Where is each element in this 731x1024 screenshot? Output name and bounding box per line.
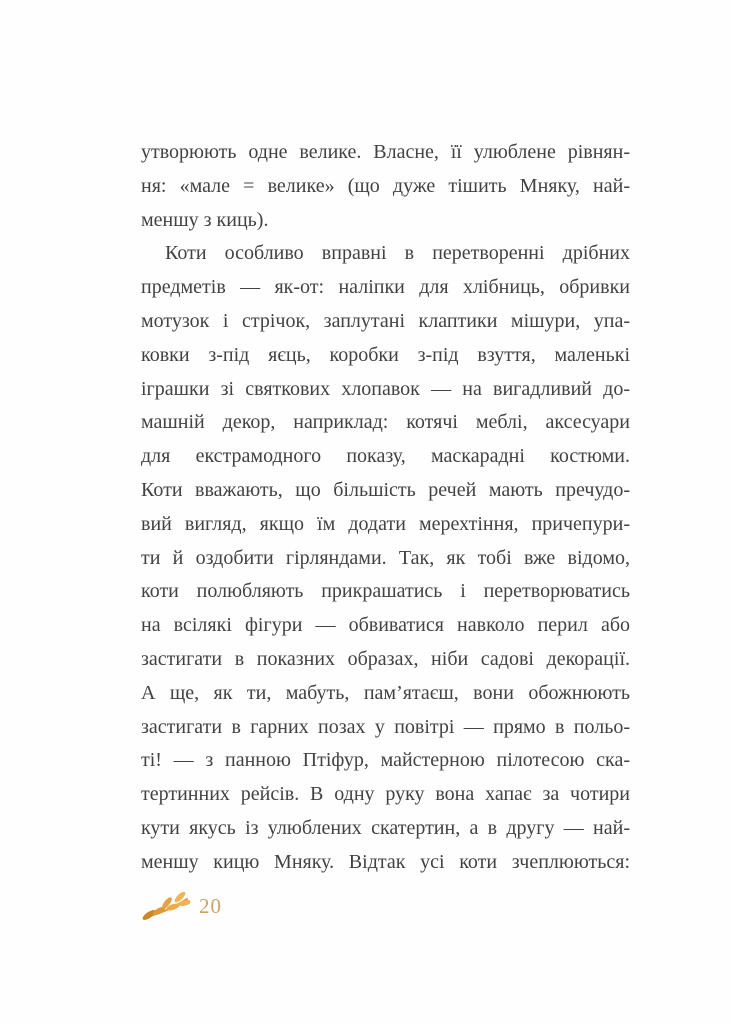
text-line: застигати в показних образах, ніби садові декорації.	[141, 647, 630, 670]
text-line: ня: «мале = велике» (що дуже тішить Мняку, най-	[141, 174, 630, 197]
text-line: А ще, як ти, мабуть, пам’ятаєш, вони обожнюють	[141, 681, 630, 704]
text-line: меншу кицю Мняку. Відтак усі коти зчеплюються:	[141, 850, 630, 873]
text-line: Коти вважають, що більшість речей мають пречудо-	[141, 478, 630, 501]
text-line: меншу з киць).	[141, 208, 269, 231]
text-line: утворюють одне велике. Власне, її улюблене рівнян-	[141, 141, 630, 163]
text-line: іграшки зі святкових хлопавок — на вигадливий до-	[141, 377, 630, 400]
text-line: на всілякі фігури — обвиватися навколо перил або	[141, 614, 630, 637]
text-line: мотузок і стрічок, заплутані клаптики мішури, упа-	[141, 309, 630, 332]
text-line: вий вигляд, якщо їм додати мерехтіння, причепури-	[141, 512, 630, 535]
text-line: ковки з-під яєць, коробки з-під взуття, маленькі	[141, 343, 630, 366]
text-line: застигати в гарних позах у повітрі — прямо в польо-	[141, 715, 630, 738]
body-text	[141, 136, 630, 880]
page-footer	[142, 892, 222, 920]
text-line: для екстрамодного показу, маскарадні костюми.	[141, 445, 630, 468]
page-number: 20	[199, 894, 222, 918]
text-line: тертинних рейсів. В одну руку вона хапає за чотири	[141, 783, 630, 806]
branch-ornament-icon	[142, 892, 190, 920]
text-line: кути якусь із улюблених скатертин, а в другу — най-	[141, 816, 630, 839]
text-line: коти полюбляють прикрашатись і перетворюватись	[141, 580, 630, 603]
text-line: ті! — з панною Птіфур, майстерною пілотесою ска-	[141, 749, 630, 772]
text-line: предметів — як-от: наліпки для хлібниць, обривки	[141, 276, 630, 299]
text-line: ти й оздобити гірляндами. Так, як тобі вже відомо,	[141, 546, 630, 569]
text-line: машній декор, наприклад: котячі меблі, аксесуари	[141, 411, 630, 434]
text-line: Коти особливо вправні в перетворенні дрібних	[165, 242, 630, 265]
